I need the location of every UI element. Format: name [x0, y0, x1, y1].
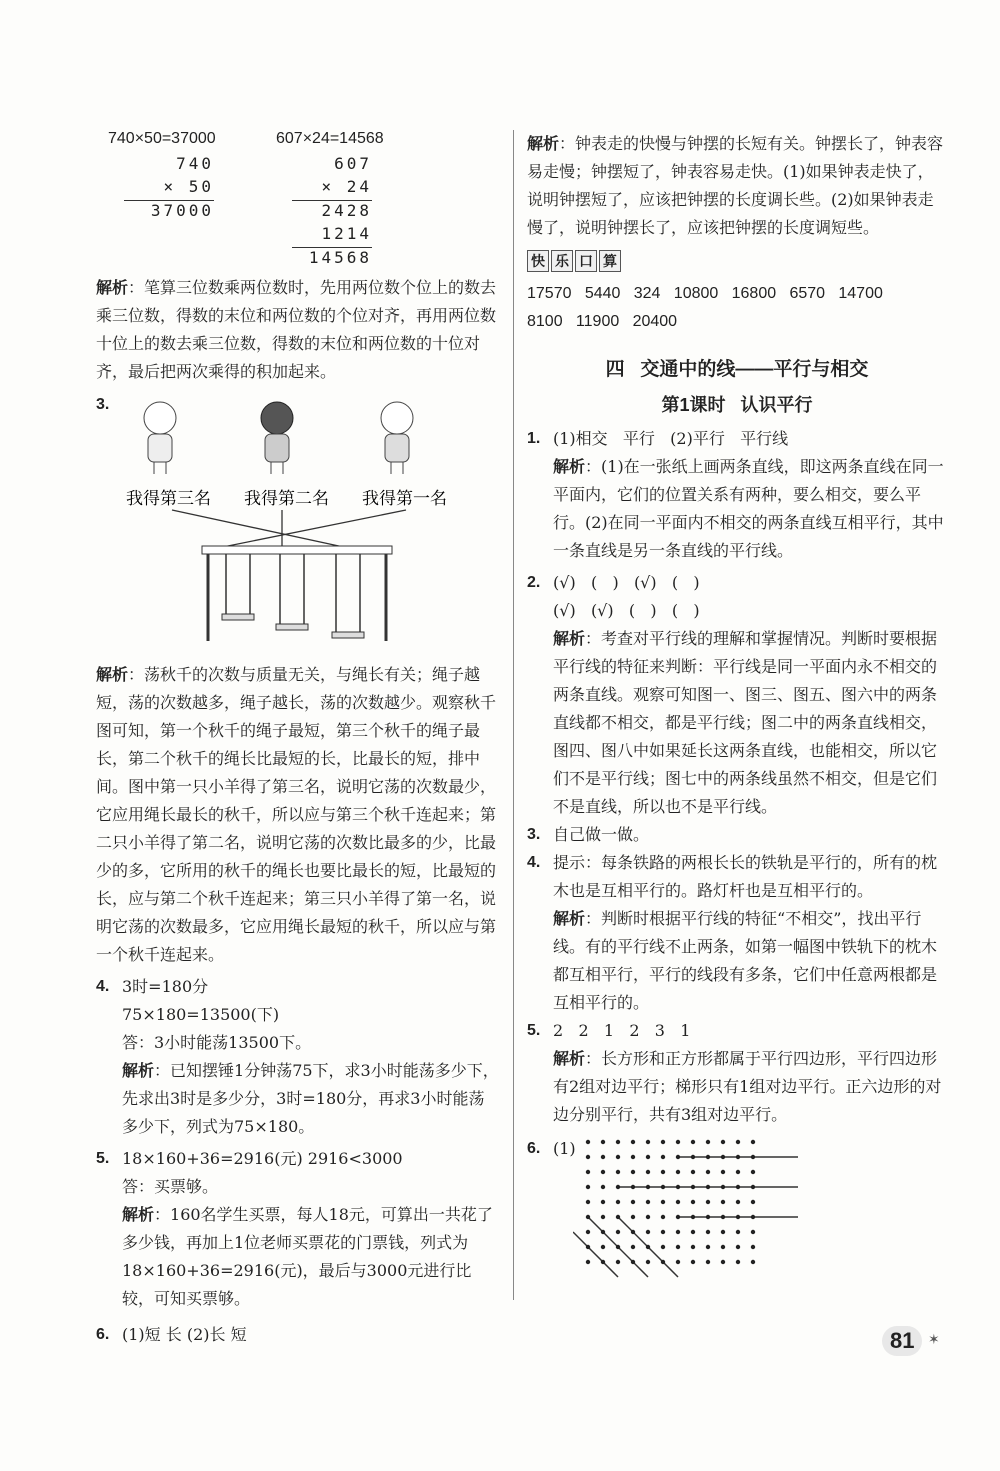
grid-dot [586, 1140, 590, 1144]
r-question-6: 6. (1) [527, 1135, 947, 1163]
grid-dot [736, 1245, 740, 1249]
grid-dot [661, 1200, 665, 1204]
grid-dot [691, 1215, 695, 1219]
grid-dot [631, 1260, 635, 1264]
grid-dot [631, 1230, 635, 1234]
r-question-5: 5. 2 2 1 2 3 1 解析：长方形和正方形都属于平行四边形，平行四边形有2组对边平行；梯形只有1组对边平行。正六边形的对边分别平行，共有3组对边平行。 [527, 1021, 942, 1124]
grid-dot [616, 1260, 620, 1264]
grid-dot [736, 1215, 740, 1219]
grid-dot [646, 1200, 650, 1204]
grid-dot [661, 1215, 665, 1219]
right-column [527, 130, 947, 1163]
grid-dot [601, 1140, 605, 1144]
grid-dot [586, 1245, 590, 1249]
grid-dot [676, 1260, 680, 1264]
grid-dot [616, 1200, 620, 1204]
grid-dot [721, 1155, 725, 1159]
grid-dot [706, 1260, 710, 1264]
grid-dot [751, 1245, 755, 1249]
grid-dot [751, 1230, 755, 1234]
grid-dot [691, 1185, 695, 1189]
analysis-multiplication: 解析：笔算三位数乘两位数时，先用两位数个位上的数去乘三位数，得数的末位和两位数的个位对齐，再用两位数十位上的数去乘三位数，得数的末位和两位数的十位对齐，最后把两次乘得的积加起来。 [96, 278, 497, 381]
r-question-3: 3. 自己做一做。 [527, 825, 650, 844]
grid-dot [721, 1185, 725, 1189]
swing-seat-2 [276, 624, 308, 630]
grid-dot [676, 1140, 680, 1144]
grid-dot [601, 1230, 605, 1234]
swing-figure [122, 396, 500, 651]
grid-dot [751, 1155, 755, 1159]
grid-dot [736, 1155, 740, 1159]
grid-dot [706, 1140, 710, 1144]
grid-dot [616, 1245, 620, 1249]
grid-dot [646, 1155, 650, 1159]
grid-dot [646, 1140, 650, 1144]
sheep-2-icon [261, 402, 293, 474]
grid-dot [691, 1170, 695, 1174]
grid-dot [751, 1260, 755, 1264]
grid-dot [706, 1155, 710, 1159]
grid-dot [601, 1185, 605, 1189]
grid-dot [661, 1155, 665, 1159]
grid-dot [736, 1200, 740, 1204]
analysis-swing: 解析：荡秋千的次数与质量无关，与绳长有关；绳子越短，荡的次数越多，绳子越长，荡的次数越少。观察秋千图可知，第一个秋千的绳子最短，第三个秋千的绳子最长，第二个秋千的绳长比最短的长，比最长的短，排中间。图中第一只小羊得了第三名，说明它荡的次数最少，它应用绳长最长的秋千，所以应与第三个秋千连起来；第二只小羊得了第二名，说明它荡的次数比最多的少，比最少的多，它所用的秋千的绳长也要比最长的短，比最短的长，应与第二个秋千连起来；第三只小羊得了第一名，说明它荡的次数最多，它应用绳长最短的秋千，所以应与第一个秋千连起来。 [96, 665, 497, 964]
grid-dot [706, 1170, 710, 1174]
grid-dot [736, 1260, 740, 1264]
grid-dot [676, 1230, 680, 1234]
grid-dot [751, 1140, 755, 1144]
swing-beam [202, 546, 392, 554]
grid-dot [601, 1170, 605, 1174]
equation-1: 740×50=37000 [108, 130, 216, 147]
grid-dot [691, 1200, 695, 1204]
grid-dot [721, 1230, 725, 1234]
grid-dot [631, 1215, 635, 1219]
grid-dot [631, 1155, 635, 1159]
analysis-clock: 解析：钟表走的快慢与钟摆的长短有关。钟摆长了，钟表容易走慢；钟摆短了，钟表容易走快。(1)如果钟表走快了，说明钟摆短了，应该把钟摆的长度调长些。(2)如果钟表走慢了，说明钟摆长了，应该把钟摆的长度调短些。 [527, 134, 944, 237]
grid-dot [661, 1170, 665, 1174]
grid-dot [601, 1245, 605, 1249]
vertical-calc-1: 740 × 50 37000 [124, 154, 214, 224]
grid-dot [601, 1215, 605, 1219]
grid-dot [691, 1140, 695, 1144]
question-4: 4. 3时=180分 75×180=13500(下) 答：3小时能荡13500下。 解析：已知摆锤1分钟荡75下，求3小时能荡多少下，先求出3时是多少分，3时=180分，再求3小时能荡多少下，列式为75×180。 [96, 977, 499, 1136]
grid-dot [601, 1200, 605, 1204]
grid-dot [676, 1245, 680, 1249]
grid-dot [586, 1185, 590, 1189]
grid-dot [646, 1215, 650, 1219]
grid-dot [706, 1185, 710, 1189]
dot-grid-drawing [573, 1137, 933, 1287]
grid-dot [706, 1230, 710, 1234]
grid-dot [646, 1170, 650, 1174]
label-first-place: 我得第一名 [362, 489, 447, 508]
grid-dot [646, 1230, 650, 1234]
column-divider [513, 130, 514, 1300]
grid-dot [691, 1155, 695, 1159]
left-column [96, 130, 500, 1349]
vertical-calculations [96, 130, 500, 280]
grid-dot [631, 1170, 635, 1174]
diagonal-line-3 [573, 1232, 618, 1277]
connect-line-1 [172, 510, 348, 548]
grid-dot [676, 1200, 680, 1204]
grid-dot [691, 1260, 695, 1264]
grid-dot [721, 1200, 725, 1204]
grid-dot [676, 1155, 680, 1159]
question-6: 6. (1)短 长 (2)长 短 [96, 1325, 247, 1344]
vertical-calc-2: 607 × 24 2428 1214 14568 [292, 154, 372, 271]
grid-dot [586, 1200, 590, 1204]
grid-dot [586, 1170, 590, 1174]
grid-dot [661, 1140, 665, 1144]
grid-dot [751, 1215, 755, 1219]
star-icon: ✶ [928, 1332, 940, 1348]
grid-dot [706, 1245, 710, 1249]
grid-dot [676, 1215, 680, 1219]
grid-dot [616, 1215, 620, 1219]
grid-dot [751, 1200, 755, 1204]
grid-dot [661, 1230, 665, 1234]
grid-dot [736, 1185, 740, 1189]
grid-dot [721, 1245, 725, 1249]
grid-dot [751, 1185, 755, 1189]
mental-math-badge: 快 乐 口 算 [527, 250, 947, 272]
r-question-4: 4. 提示：每条铁路的两根长长的铁轨是平行的，所有的枕木也是互相平行的。路灯杆也是互相平行的。 解析：判断时根据平行线的特征“不相交”，找出平行线。有的平行线不止两条，如第一幅图中铁轨下的枕木都互相平行，平行的线段有多条，它们中任意两根都是互相平行的。 [527, 853, 938, 1012]
grid-dot [736, 1170, 740, 1174]
grid-dot [646, 1260, 650, 1264]
connect-line-3 [218, 510, 406, 548]
grid-dot [676, 1170, 680, 1174]
grid-dot [616, 1230, 620, 1234]
grid-dot [631, 1245, 635, 1249]
grid-dot [736, 1140, 740, 1144]
swing-seat-1 [222, 614, 254, 620]
lesson-title: 第1课时 认识平行 [661, 395, 813, 415]
label-second-place: 我得第二名 [244, 489, 329, 508]
grid-dot [721, 1140, 725, 1144]
grid-dot [661, 1185, 665, 1189]
grid-dot [676, 1185, 680, 1189]
grid-dot [751, 1170, 755, 1174]
grid-dot [631, 1140, 635, 1144]
grid-dot [721, 1215, 725, 1219]
grid-dot [661, 1245, 665, 1249]
grid-dot [721, 1170, 725, 1174]
grid-dot [616, 1140, 620, 1144]
equation-2: 607×24=14568 [276, 130, 384, 147]
grid-dot [616, 1155, 620, 1159]
grid-dot [646, 1185, 650, 1189]
label-third-place: 我得第三名 [126, 489, 211, 508]
grid-dot [631, 1185, 635, 1189]
r-question-2: 2. (√) ( ) (√) ( ) (√) (√) ( ) ( ) 解析：考查对平行线的理解和掌握情况。判断时要根据平行线的特征来判断：平行线是同一平面内永不相交的两条直线。观察可知图一、图三、图五、图六中的两条直线都不相交，都是平行线；图二中的两条直线相交，图四、图八中如果延长这两条直线，也能相交，所以它们不是平行线；图七中的两条线虽然不相交，但是它们不是直线，所以也不是平行线。 [527, 573, 938, 816]
grid-dot [601, 1155, 605, 1159]
mental-math-answers-2: 8100 11900 20400 [527, 313, 678, 330]
chapter-title: 四 交通中的线——平行与相交 [605, 359, 869, 380]
swing-illustration [122, 396, 482, 651]
grid-dot [691, 1245, 695, 1249]
r-question-1: 1. (1)相交 平行 (2)平行 平行线 解析：(1)在一张纸上画两条直线，即这两条直线在同一平面内，它们的位置关系有两种，要么相交，要么平行。(2)在同一平面内不相交的两条直线互相平行，其中一条直线是另一条直线的平行线。 [527, 429, 944, 560]
grid-dot [586, 1230, 590, 1234]
grid-dot [586, 1155, 590, 1159]
grid-dot [721, 1260, 725, 1264]
question-3: 3. 我得第三名 我得第二名 我得第一名 [96, 396, 500, 651]
swing-seat-3 [332, 632, 364, 638]
grid-dot [691, 1230, 695, 1234]
question-5: 5. 18×160+36=2916(元) 2916<3000 答：买票够。 解析：160名学生买票，每人18元，可算出一共花了多少钱，再加上1位老师买票花的门票钱，列式为18×160+36=2916(元)，最后与3000元进行比较，可知买票够。 [96, 1149, 493, 1308]
mental-math-answers-1: 17570 5440 324 10800 16800 6570 14700 [527, 285, 883, 302]
grid-dot [646, 1245, 650, 1249]
grid-dot [616, 1185, 620, 1189]
grid-dot [631, 1200, 635, 1204]
sheep-3-icon [381, 402, 413, 474]
sheep-1-icon [144, 402, 176, 474]
grid-dot [601, 1260, 605, 1264]
grid-dot [586, 1260, 590, 1264]
grid-dot [586, 1215, 590, 1219]
grid-dot [706, 1215, 710, 1219]
grid-dot [736, 1230, 740, 1234]
grid-dot [706, 1200, 710, 1204]
grid-dot [661, 1260, 665, 1264]
grid-dot [616, 1170, 620, 1174]
page-number: 81 [882, 1326, 922, 1356]
